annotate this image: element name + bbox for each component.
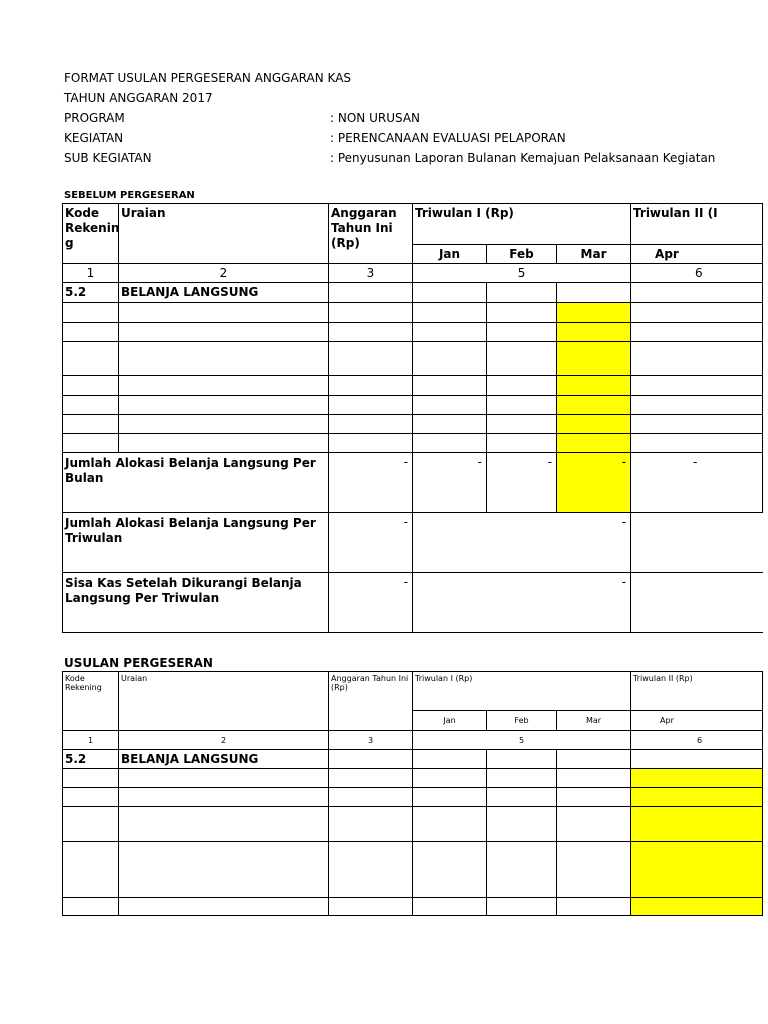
col-apr-header: Apr <box>631 245 763 264</box>
anggaran-total-value: - <box>329 453 413 513</box>
program-label: PROGRAM <box>64 111 125 125</box>
col-number-3: 3 <box>329 264 413 283</box>
col-kode-header: Kode Rekenin g <box>63 204 119 264</box>
after-col-uraian-header: Uraian <box>119 672 329 731</box>
sub-kegiatan-label: SUB KEGIATAN <box>64 151 152 165</box>
total-per-triwulan-label: Jumlah Alokasi Belanja Langsung Per Triwulan <box>63 513 329 573</box>
total-per-bulan-row <box>63 453 763 513</box>
column-number-row <box>63 264 763 283</box>
col-triwulan1-header: Triwulan I (Rp) <box>413 204 631 245</box>
anggaran-sisa-value: - <box>329 573 413 633</box>
doc-title: FORMAT USULAN PERGESERAN ANGGARAN KAS <box>64 71 352 85</box>
table-row <box>63 807 763 842</box>
table-row <box>63 323 763 342</box>
after-col-number-6: 6 <box>631 731 763 750</box>
after-section-title: USULAN PERGESERAN <box>64 656 213 670</box>
table-row <box>63 376 763 396</box>
after-col-mar-header: Mar <box>557 711 631 731</box>
mar-total-value: - <box>557 453 631 513</box>
triwulan1-total-value: - <box>413 513 631 573</box>
after-col-triwulan2-header: Triwulan II (Rp) <box>631 672 763 711</box>
after-col-number-3: 3 <box>329 731 413 750</box>
after-belanja-label: BELANJA LANGSUNG <box>119 750 329 769</box>
col-number-5: 5 <box>413 264 631 283</box>
after-col-kode-header: Kode Rekening <box>63 672 119 731</box>
sisa-kas-row <box>63 573 763 633</box>
col-jan-header: Jan <box>413 245 487 264</box>
table-row <box>63 415 763 434</box>
col-mar-header: Mar <box>557 245 631 264</box>
after-belanja-row <box>63 750 763 769</box>
col-uraian-header: Uraian <box>119 204 329 264</box>
table-row <box>63 303 763 323</box>
table-row <box>63 898 763 916</box>
before-table <box>62 203 763 633</box>
table-row <box>63 342 763 376</box>
col-feb-header: Feb <box>487 245 557 264</box>
after-table <box>62 671 763 916</box>
kegiatan-value: : PERENCANAAN EVALUASI PELAPORAN <box>330 131 566 145</box>
table-row <box>63 434 763 453</box>
before-table-viewport <box>62 203 718 635</box>
belanja-label: BELANJA LANGSUNG <box>119 283 329 303</box>
col-anggaran-header: Anggaran Tahun Ini (Rp) <box>329 204 413 264</box>
doc-year: TAHUN ANGGARAN 2017 <box>64 91 213 105</box>
after-col-number-2: 2 <box>119 731 329 750</box>
program-value: : NON URUSAN <box>330 111 420 125</box>
anggaran-triwulan-value: - <box>329 513 413 573</box>
col-triwulan2-header: Triwulan II (I <box>631 204 763 245</box>
total-per-triwulan-row <box>63 513 763 573</box>
belanja-code: 5.2 <box>63 283 119 303</box>
apr-total-value: - <box>631 453 763 513</box>
before-section-title: SEBELUM PERGESERAN <box>64 190 195 201</box>
triwulan1-sisa-value: - <box>413 573 631 633</box>
after-col-apr-header: Apr <box>631 711 763 731</box>
feb-total-value: - <box>487 453 557 513</box>
col-number-6: 6 <box>631 264 763 283</box>
after-col-feb-header: Feb <box>487 711 557 731</box>
after-belanja-code: 5.2 <box>63 750 119 769</box>
kegiatan-label: KEGIATAN <box>64 131 124 145</box>
after-table-viewport <box>62 671 704 919</box>
sisa-kas-label: Sisa Kas Setelah Dikurangi Belanja Langsung Per Triwulan <box>63 573 329 633</box>
after-col-jan-header: Jan <box>413 711 487 731</box>
jan-total-value: - <box>413 453 487 513</box>
after-column-number-row <box>63 731 763 750</box>
table-row <box>63 842 763 898</box>
after-col-anggaran-header: Anggaran Tahun Ini (Rp) <box>329 672 413 731</box>
table-row <box>63 396 763 415</box>
sub-kegiatan-value: : Penyusunan Laporan Bulanan Kemajuan Pelaksanaan Kegiatan <box>330 151 716 165</box>
total-per-bulan-label: Jumlah Alokasi Belanja Langsung Per Bulan <box>63 453 329 513</box>
table-row <box>63 788 763 807</box>
col-number-1: 1 <box>63 264 119 283</box>
after-col-triwulan1-header: Triwulan I (Rp) <box>413 672 631 711</box>
after-col-number-1: 1 <box>63 731 119 750</box>
col-number-2: 2 <box>119 264 329 283</box>
after-col-number-5: 5 <box>413 731 631 750</box>
table-row <box>63 769 763 788</box>
belanja-row <box>63 283 763 303</box>
